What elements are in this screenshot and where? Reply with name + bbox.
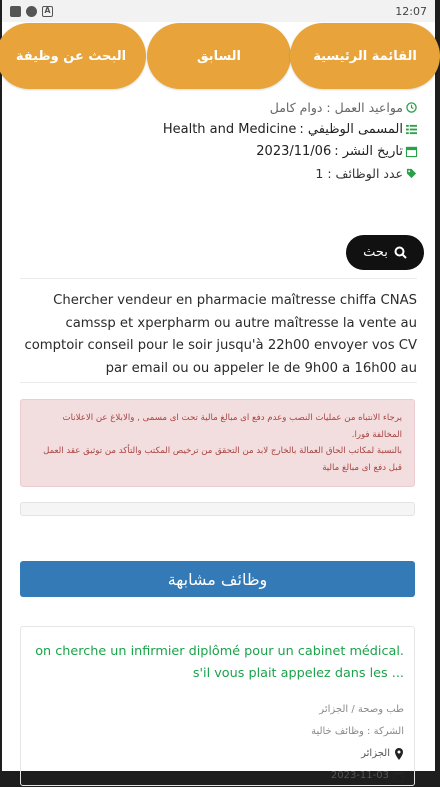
work-hours-text: مواعيد العمل : دوام كامل — [269, 99, 403, 115]
previous-button[interactable]: السابق — [147, 23, 291, 89]
map-marker-icon — [394, 748, 404, 760]
similar-job-card[interactable] — [20, 626, 415, 786]
similar-job-location-row — [31, 743, 404, 765]
similar-jobs-header: وظائف مشابهة — [20, 561, 415, 597]
status-time: 12:07 — [395, 4, 427, 18]
scam-warning-alert — [20, 399, 415, 487]
tags-icon — [406, 168, 417, 179]
top-navigation — [2, 22, 435, 92]
publish-date-label: تاريخ النشر : — [334, 143, 403, 159]
divider — [20, 382, 417, 383]
empty-well — [20, 502, 415, 516]
similar-job-meta — [31, 699, 404, 787]
calendar-icon — [406, 146, 417, 157]
a-notification-icon: A — [42, 6, 53, 17]
alert-line-1: يرجاء الانتباه من عمليات النصب وعدم دفع اى مبالغ مالية تحت اى مسمى , والابلاغ عن الاعلانات المخالفة فورا. — [62, 413, 402, 440]
search-button[interactable] — [346, 235, 424, 270]
list-icon — [406, 124, 417, 135]
circle-notification-icon — [26, 6, 37, 17]
alert-line-2: بالنسبة لمكاتب الحاق العمالة بالخارج لابد من التحقق من ترخيص المكتب والتأكد من توثيق عقد العمل قبل دفع اى مبالغ مالية — [43, 446, 402, 473]
app-notification-icon — [10, 6, 21, 17]
similar-job-title-link[interactable]: on cherche un infirmier diplômé pour un cabinet médical. s'il vous plait appelez dans les ... — [35, 644, 404, 681]
clock-icon — [406, 102, 417, 113]
home-menu-button[interactable]: القائمة الرئيسية — [290, 23, 440, 89]
similar-job-category: طب وصحة / الجزائر — [319, 704, 404, 715]
search-icon — [394, 246, 407, 259]
job-title-value: Health and Medicine — [162, 121, 297, 137]
similar-job-date: 2023-11-03 — [330, 770, 389, 781]
similar-job-location: الجزائر — [361, 748, 390, 759]
job-search-button[interactable]: البحث عن وظيفة — [0, 23, 146, 89]
positions-count: عدد الوظائف : 1 — [315, 165, 403, 181]
publish-date-value: 2023/11/06 — [256, 143, 332, 159]
status-icons — [10, 6, 53, 17]
job-info — [163, 98, 417, 186]
status-bar — [2, 0, 435, 22]
similar-job-date-row — [31, 765, 404, 787]
job-description: Chercher vendeur en pharmacie maîtresse chiffa CNAS camssp et xperpharm ou autre maîtresse la vente au comptoir conseil pour le soir jusqu'à 22h00 envoyer vos CV par email ou ou appeler le de 9h00 a 16h00 au — [24, 293, 417, 376]
divider — [20, 278, 417, 279]
publish-date-row — [163, 142, 417, 160]
job-title-row — [163, 120, 417, 138]
app-screen — [2, 0, 435, 781]
work-hours-row — [163, 98, 417, 116]
calendar-icon — [393, 771, 404, 782]
similar-job-company: الشركة : وظائف خالية — [311, 726, 404, 737]
positions-row — [163, 164, 417, 182]
search-button-label: بحث — [363, 245, 388, 260]
job-title-label: المسمى الوظيفي : — [299, 121, 403, 137]
